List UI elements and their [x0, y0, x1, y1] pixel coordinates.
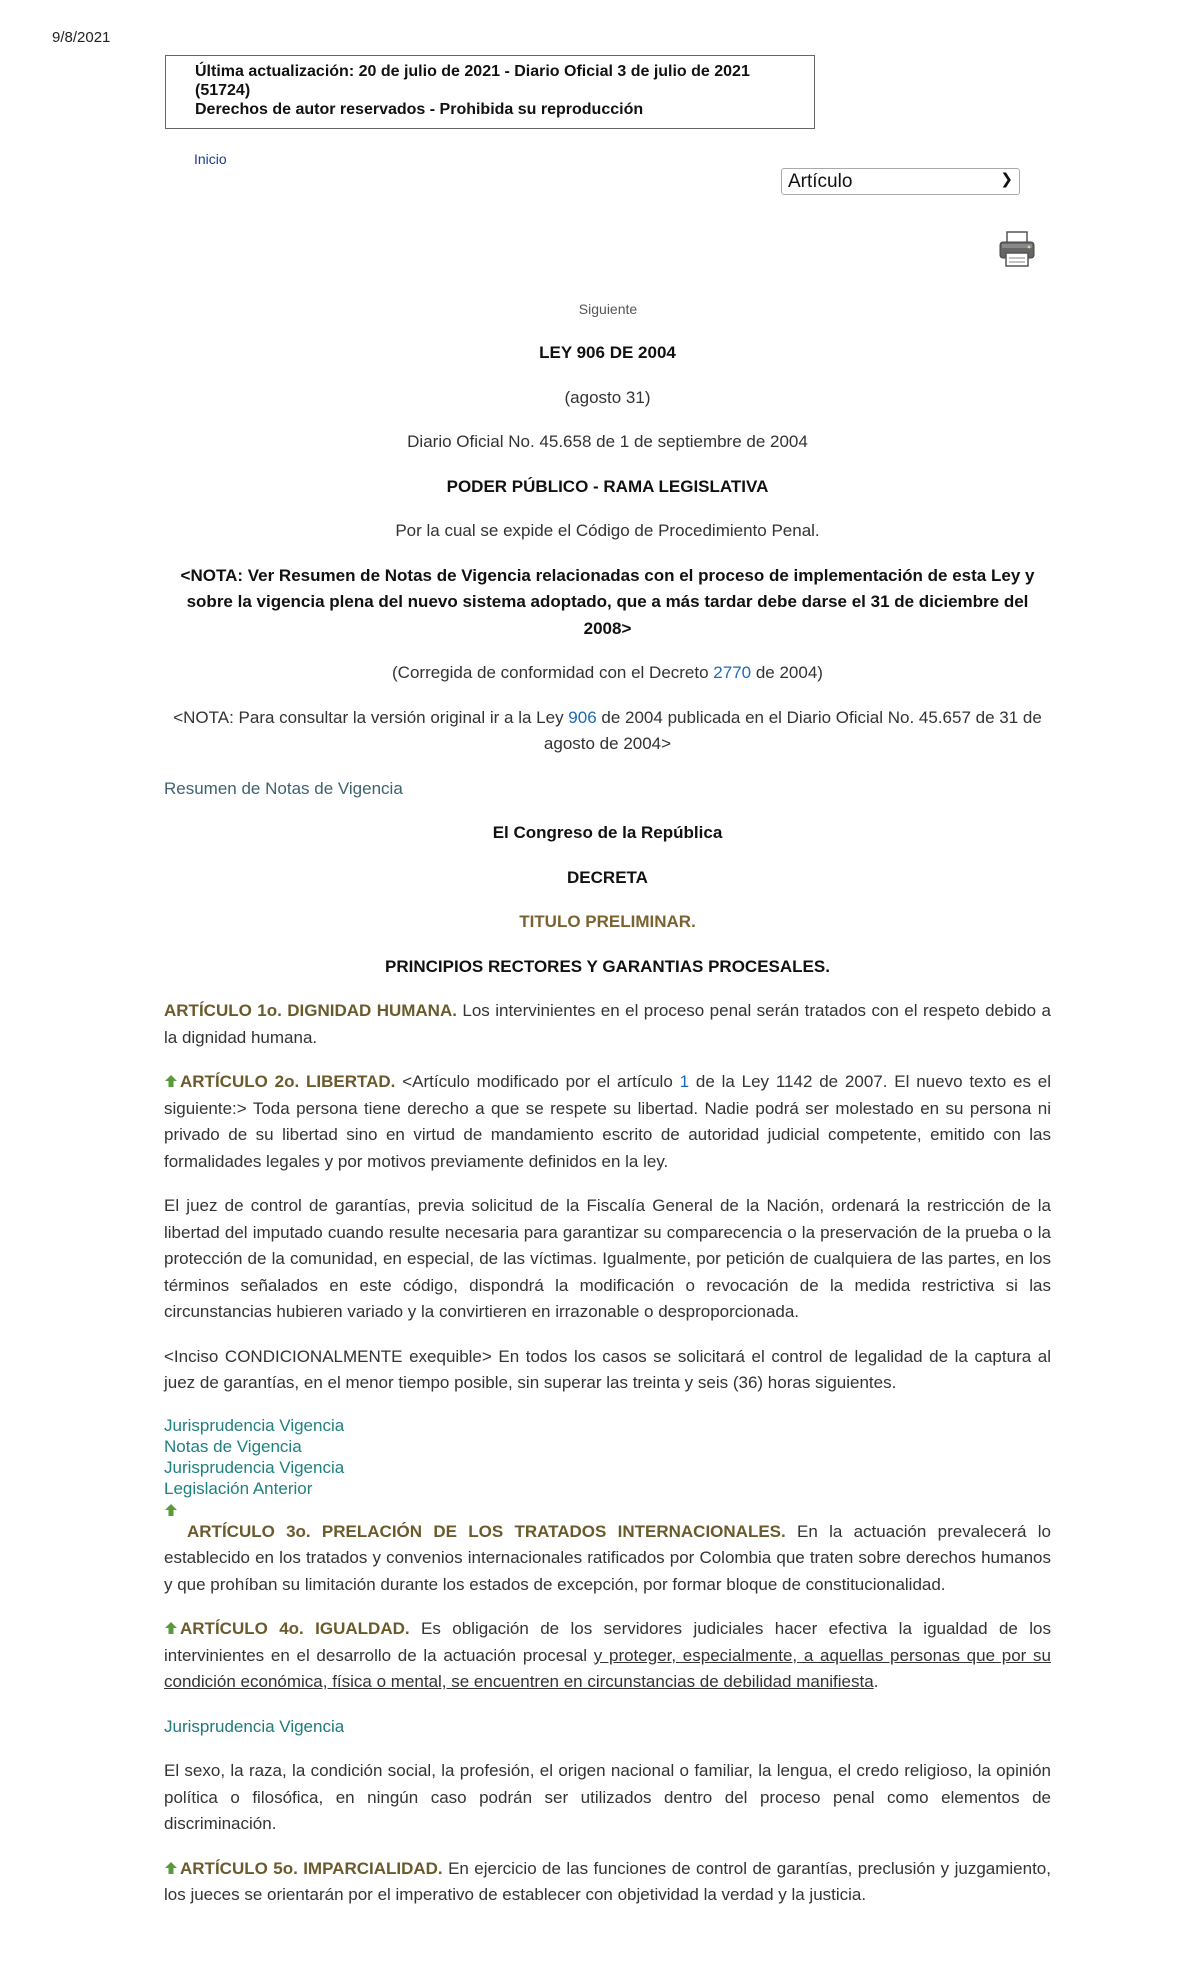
- article-5-title[interactable]: ARTÍCULO 5o. IMPARCIALIDAD.: [180, 1858, 443, 1878]
- decreto-link[interactable]: 2770: [713, 663, 752, 682]
- nota-version-original: [164, 705, 1051, 758]
- article-3-text: En la actuación prevalecerá lo establecido en los tratados y convenios internacionales ratificados por Colombia que traten sobre derechos humanos y que prohíban su limitación durante los estados de excepción, por formar bloque de constitucionalidad.: [164, 1521, 1051, 1594]
- inicio-link[interactable]: Inicio: [194, 151, 227, 167]
- up-arrow-icon[interactable]: [164, 1503, 178, 1517]
- article-4: [164, 1616, 1051, 1696]
- article-select[interactable]: [781, 168, 1020, 195]
- article-2-text-end: de la Ley 1142 de 2007. El nuevo texto es el siguiente:> Toda persona tiene derecho a que se respete su libertad. Nadie podrá ser molestado en su persona ni privado de su libertad sino en virtud de mandamiento escrito de autoridad judicial competente, emitido con las formalidades legales y por motivos previamente definidos en la ley.: [164, 1072, 1051, 1171]
- article-3-arrow-row: [164, 1503, 1051, 1519]
- up-arrow-icon[interactable]: [164, 1621, 178, 1635]
- up-arrow-icon[interactable]: [164, 1074, 178, 1088]
- corregida-note: [164, 660, 1051, 687]
- update-line-1: Última actualización: 20 de julio de 2021 - Diario Oficial 3 de julio de 2021: [195, 63, 750, 80]
- update-notice: [165, 55, 815, 129]
- ley-906-link[interactable]: 906: [568, 707, 597, 727]
- printer-icon[interactable]: [997, 229, 1037, 269]
- corregida-text: (Corregida de conformidad con el Decreto: [392, 663, 714, 682]
- article-4-underlined: y proteger, especialmente, a aquellas personas que por su condición económica, física o mental, se encuentren en circunstancias de debilidad manifiesta: [164, 1645, 1051, 1691]
- jurisprudencia-vigencia-link[interactable]: Jurisprudencia Vigencia: [164, 1716, 345, 1736]
- article-4-title[interactable]: ARTÍCULO 4o. IGUALDAD.: [180, 1619, 410, 1638]
- diario-oficial: Diario Oficial No. 45.658 de 1 de septiembre de 2004: [407, 432, 808, 451]
- chevron-down-icon: ❯: [1000, 171, 1013, 188]
- legislacion-anterior-link[interactable]: Legislación Anterior: [164, 1478, 313, 1498]
- nota-implementacion: <NOTA: Ver Resumen de Notas de Vigencia relacionadas con el proceso de implementación de esta Ley y sobre la vigencia plena del nuevo sistema adoptado, que a más tardar debe darse el 31 de diciembre del 2008>: [180, 565, 1035, 638]
- article-2-links: [164, 1415, 1051, 1499]
- jurisprudencia-vigencia-link[interactable]: Jurisprudencia Vigencia: [164, 1457, 345, 1477]
- article-2-paragraph-3: <Inciso CONDICIONALMENTE exequible> En todos los casos se solicitará el control de legalidad de la captura al juez de garantías, en el menor tiempo posible, sin superar las treinta y seis (36) horas siguientes.: [164, 1346, 1051, 1392]
- notas-vigencia-link[interactable]: Notas de Vigencia: [164, 1436, 302, 1456]
- article-2-paragraph-2: El juez de control de garantías, previa solicitud de la Fiscalía General de la Nación, ordenará la restricción de la libertad del imputado cuando resulte necesaria para garantizar su comparecencia o la preservación de la prueba o la protección de la comunidad, en especial, de las víctimas. Igualmente, por petición de cualquiera de las partes, en los términos señalados en este código, dispondrá la modificación o revocación de la medida restrictiva si las circunstancias hubieren variado y la convirtieren en irrazonable o desproporcionada.: [164, 1196, 1051, 1321]
- corregida-text-end: de 2004): [751, 663, 823, 682]
- article-3: [164, 1519, 1051, 1599]
- siguiente-link[interactable]: Siguiente: [578, 301, 638, 317]
- article-4-text: Es obligación de los servidores judiciales hacer efectiva la igualdad de los intervinientes en el desarrollo de la actuación procesal: [164, 1619, 1051, 1665]
- article-5: [164, 1856, 1051, 1909]
- print-date: 9/8/2021: [52, 29, 111, 46]
- congreso-heading: El Congreso de la República: [492, 823, 723, 842]
- article-1-text: Los intervinientes en el proceso penal serán tratados con el respeto debido a la dignidad humana.: [164, 1001, 1051, 1047]
- article-3-title[interactable]: ARTÍCULO 3o. PRELACIÓN DE LOS TRATADOS INTERNACIONALES.: [187, 1521, 786, 1541]
- law-purpose: Por la cual se expide el Código de Procedimiento Penal.: [395, 521, 820, 540]
- update-line-2: (51724): [195, 82, 251, 99]
- branch-heading: PODER PÚBLICO - RAMA LEGISLATIVA: [446, 476, 769, 496]
- article-1-title[interactable]: ARTÍCULO 1o. DIGNIDAD HUMANA.: [164, 1001, 457, 1020]
- jurisprudencia-vigencia-link[interactable]: Jurisprudencia Vigencia: [164, 1415, 345, 1435]
- article-2-text: <Artículo modificado por el artículo: [395, 1072, 680, 1091]
- titulo-preliminar[interactable]: TITULO PRELIMINAR.: [519, 912, 696, 931]
- up-arrow-icon[interactable]: [164, 1861, 178, 1875]
- decreta-heading: DECRETA: [567, 867, 648, 887]
- article-select-value: Artículo: [788, 171, 853, 192]
- article-2: [164, 1069, 1051, 1175]
- article-1: [164, 998, 1051, 1051]
- article-5-text: En ejercicio de las funciones de control de garantías, preclusión y juzgamiento, los jueces se orientarán por el imperativo de establecer con objetividad la verdad y la justicia.: [164, 1858, 1051, 1904]
- article-2-title[interactable]: ARTÍCULO 2o. LIBERTAD.: [180, 1072, 396, 1091]
- nota-text: <NOTA: Para consultar la versión original ir a la Ley: [173, 707, 569, 727]
- update-line-3: Derechos de autor reservados - Prohibida su reproducción: [195, 101, 644, 118]
- principios-heading: PRINCIPIOS RECTORES Y GARANTIAS PROCESALES.: [385, 956, 830, 976]
- nota-text-end: de 2004 publicada en el Diario Oficial No. 45.657 de 31 de agosto de 2004>: [543, 707, 1042, 753]
- article-4-paragraph-2: El sexo, la raza, la condición social, la profesión, el origen nacional o familiar, la lengua, el credo religioso, la opinión política o filosófica, en ningún caso podrán ser utilizados dentro del proceso penal como elementos de discriminación.: [164, 1761, 1051, 1833]
- law-title: LEY 906 DE 2004: [539, 343, 676, 362]
- article-4-text-end: .: [873, 1672, 879, 1691]
- resumen-notas-link[interactable]: Resumen de Notas de Vigencia: [164, 778, 403, 798]
- law-date: (agosto 31): [564, 387, 651, 407]
- document-body: [164, 340, 1051, 1927]
- ley-1142-link[interactable]: 1: [679, 1072, 690, 1091]
